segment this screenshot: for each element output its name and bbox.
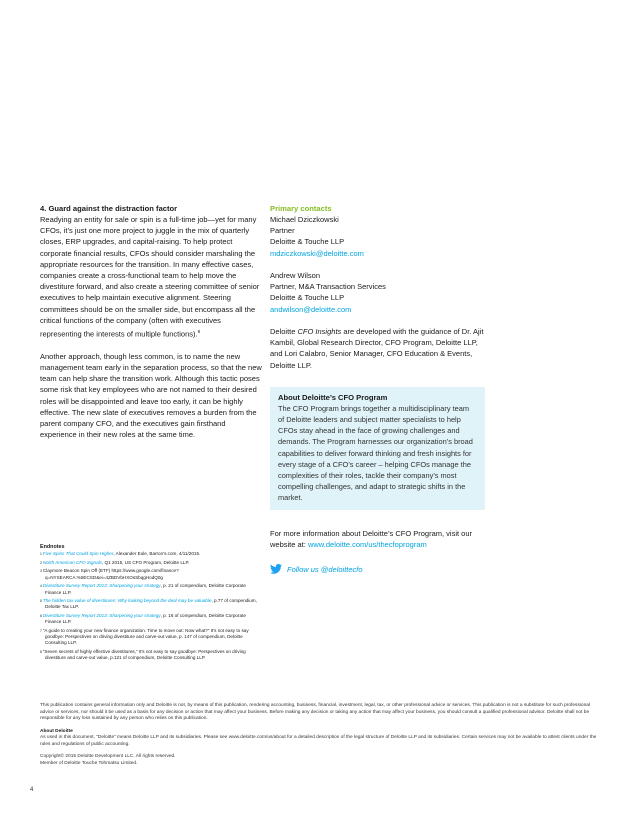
twitter-bird-icon <box>270 564 282 574</box>
endnote-item <box>40 568 262 580</box>
body-paragraph-1-text: Readying an entity for sale or spin is a full-time job—yet for many CFOs, it’s just one more project to juggle in the mix of quarterly closes, ERP upgrades, and capital-raising. To help protect corporate financial results, CFOs should consider marshaling the appropriate resources for the transition. In many effective cases, companies create a cross-functional team to help move the divestiture forward, and also create a steering committee of senior executives to help maintain executive alignment. Steering committees should be on the smaller side, but encompass all the critical functions of the company (often with executives representing the interests of multiple functions). <box>40 215 260 339</box>
callout-text: The CFO Program brings together a multidisciplinary team of Deloitte leaders and subject matter specialists to help CFOs stay ahead in the face of growing challenges and demands. The Program harnesses our organization’s broad capabilities to deliver forward thinking and fresh insights for every stage of a CFO’s career – helping CFOs manage the complexities of their roles, tackle their company’s most compelling challenges, and adapt to strategic shifts in the market. <box>278 403 473 503</box>
member-line: Member of Deloitte Touche Tohmatsu Limited. <box>40 760 138 766</box>
endnote-text: “Seven secrets of highly effective divestitures,” It’s not easy to say goodbye: Perspectives on driving divestiture and carve-out value, p.121 of compendium, Deloitte Consulting LLP. <box>42 649 246 661</box>
endnote-item <box>40 613 262 625</box>
right-column <box>270 203 484 574</box>
endnote-text: , p. 16 of compendium, Deloitte Corporate Finance LLP. <box>45 613 246 625</box>
endnote-item <box>40 649 262 661</box>
endnote-text: , p.77 of compendium, Deloitte Tax LLP. <box>45 598 257 610</box>
endnote-list <box>40 551 262 662</box>
endnote-link[interactable]: Divestiture Survey Report 2013: Sharpening your strategy <box>42 613 161 619</box>
contact-title: Partner <box>270 226 295 236</box>
endnote-link[interactable]: Divestiture Survey Report 2013: Sharpening your strategy <box>42 583 161 589</box>
section-heading: 4. Guard against the distraction factor <box>40 204 178 213</box>
about-text: As used in this document, “Deloitte” means Deloitte LLP and its subsidiaries. Please see www.deloitte.com/us/about for a detailed description of the legal structure of Deloitte LLP and its subsidiaries. Certain services may not be available to attest clients under the rules and regulations of public accounting. <box>40 735 597 747</box>
guidance-note-pre: Deloitte <box>270 327 298 336</box>
left-column <box>40 203 262 451</box>
endnote-text: , Q1 2015, US CFO Program, Deloitte LLP. <box>101 559 190 565</box>
about-heading: About Deloitte <box>40 728 73 734</box>
endnote-number: 5 <box>40 599 42 604</box>
endnote-text: “A guide to creating your new finance organization. Time to move out: Now what?” It’s not easy to say goodbye: Perspectives on driving divestiture and carve-out value, p. 147 of compendium, Deloitte Consulting LLP. <box>42 628 249 646</box>
follow-text: Follow us @deloittecfo <box>287 564 363 574</box>
endnote-item <box>40 628 262 647</box>
contact-firm: Deloitte & Touche LLP <box>270 237 345 247</box>
endnote-link[interactable]: Five Spins That Could Spin Higher <box>42 551 114 556</box>
guidance-note <box>270 326 484 371</box>
contact-email-link[interactable]: andwilson@deloitte.com <box>270 304 352 314</box>
contact-card-1 <box>270 214 484 259</box>
endnote-number: 8 <box>40 650 42 655</box>
contact-name: Michael Dziczkowski <box>270 215 339 224</box>
body-paragraph-1 <box>40 214 262 340</box>
endnote-item <box>40 583 262 595</box>
endnote-number: 2 <box>40 560 42 565</box>
more-info-text: For more information about Deloitte’s CFO Program, visit our website at: <box>270 528 473 549</box>
endnote-number: 3 <box>40 569 42 574</box>
endnote-link[interactable]: North American CFO Signals <box>42 559 102 565</box>
website-link[interactable]: www.deloitte.com/us/thecfoprogram <box>307 539 427 549</box>
endnote-item <box>40 551 262 557</box>
endnote-number: 4 <box>40 584 42 589</box>
body-paragraph-2: Another approach, though less common, is to name the new management team early in the separation process, so that the new team can help share the transition work. Although this tactic poses some risk that key employees who are not named to their desired roles will be disappointed and leave too early, it can be highly effective. The new slate of executives removes a burden from the parent company CFO, and the executives gain firsthand experience in their new roles at the same time. <box>40 351 262 440</box>
endnote-item <box>40 560 262 566</box>
endnote-link[interactable]: The hidden tax value of divestitures: Why looking beyond the deal may be valuable <box>42 598 212 604</box>
endnote-ref[interactable]: 8 <box>197 329 201 335</box>
disclaimer: This publication contains general information only and Deloitte is not, by means of this publication, rendering accounting, business, financial, investment, legal, tax, or other professional advice or services. This publication is not a substitute for such professional advice or services, nor should it be used as a basis for any decision or action that may affect your business. Before making any decision or taking any action that may affect your business, you should consult a qualified professional advisor. Deloitte shall not be responsible for any loss sustained by any person who relies on this publication. <box>40 703 590 721</box>
contact-title: Partner, M&A Transaction Services <box>270 282 386 292</box>
more-info <box>270 528 484 550</box>
endnote-item <box>40 598 262 610</box>
endnote-text: Claymore Beacon Spin Off (ETF) https://www.google.com/finance?q=NYSEARCA:%5ECSD&ei=4ZBDVbHXOsSbqgHodQ0g <box>42 568 179 580</box>
primary-contacts-heading: Primary contacts <box>270 204 332 213</box>
contact-name: Andrew Wilson <box>270 271 321 280</box>
contact-email-link[interactable]: mdziczkowski@deloitte.com <box>270 248 364 258</box>
contact-firm: Deloitte & Touche LLP <box>270 293 345 303</box>
callout-title: About Deloitte’s CFO Program <box>278 392 388 402</box>
contact-card-2 <box>270 270 484 315</box>
follow-us[interactable] <box>270 564 484 574</box>
endnotes-heading: Endnotes <box>40 544 65 550</box>
endnote-number: 1 <box>40 552 42 556</box>
endnote-number: 7 <box>40 629 42 634</box>
endnotes <box>40 544 262 664</box>
page-number: 4 <box>30 787 34 793</box>
copyright: Copyright© 2015 Deloitte Development LLC. All rights reserved. <box>40 754 176 759</box>
guidance-note-italic: CFO Insights <box>297 327 342 336</box>
endnote-text: , p. 21 of compendium, Deloitte Corporate Finance LLP. <box>45 583 246 595</box>
endnote-number: 6 <box>40 614 42 619</box>
endnote-text: , Alexander Eule, Barron’s.com, 4/11/2015. <box>113 551 201 556</box>
footer <box>40 703 600 773</box>
guidance-note-post: are developed with the guidance of Dr. Ajit Kambil, Global Research Director, CFO Program, Deloitte LLP, and Lori Calabro, Senior Manager, CFO Education & Events, Deloitte LLP. <box>270 327 484 370</box>
cfo-program-callout <box>270 387 485 510</box>
